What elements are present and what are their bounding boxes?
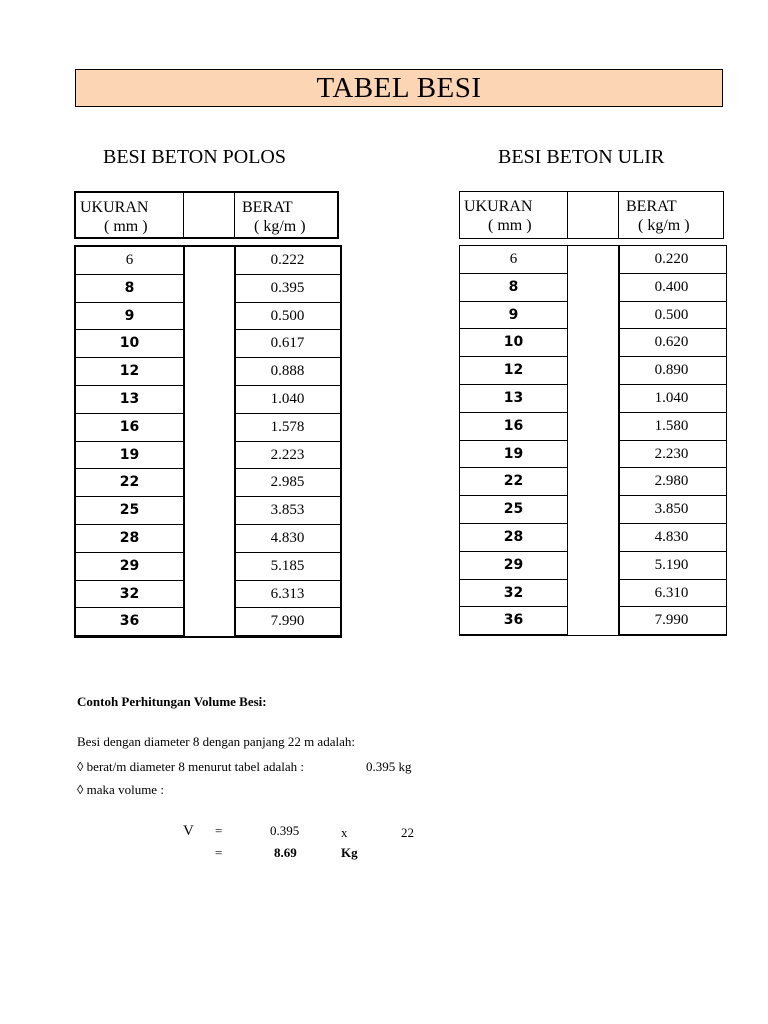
weight-cell: 0.500 (270, 307, 305, 324)
size-cell: 9 (508, 306, 519, 323)
size-cell: 13 (119, 390, 140, 407)
column-header-weight (626, 197, 690, 235)
empty-cell (183, 275, 234, 303)
empty-cell (567, 580, 618, 608)
size-cell: 28 (503, 528, 524, 545)
size-cell: 12 (503, 362, 524, 379)
empty-cell (567, 302, 618, 330)
table-row (76, 247, 340, 275)
equals-sign: = (215, 845, 223, 860)
table-row (76, 442, 340, 470)
size-unit: ( mm ) (488, 217, 532, 234)
weight-cell: 4.830 (270, 529, 305, 546)
size-cell: 32 (503, 584, 524, 601)
weight-unit: ( kg/m ) (254, 218, 306, 235)
size-cell: 29 (503, 556, 524, 573)
table-row (460, 607, 726, 635)
calculation-title: Contoh Perhitungan Volume Besi: (77, 694, 267, 709)
table-row (460, 580, 726, 608)
size-unit: ( mm ) (104, 218, 148, 235)
empty-cell (183, 414, 234, 442)
size-cell: 25 (119, 502, 140, 519)
weight-cell: 5.190 (654, 556, 689, 573)
size-cell: 6 (509, 251, 518, 267)
weight-cell: 4.830 (654, 528, 689, 545)
weight-unit: ( kg/m ) (638, 217, 690, 234)
table-row (460, 552, 726, 580)
calculation-weight-line (77, 759, 412, 775)
section-title-polos: BESI BETON POLOS (103, 146, 286, 168)
weight-cell: 3.850 (654, 501, 689, 518)
result-unit: Kg (341, 845, 358, 860)
weight-cell: 5.185 (270, 557, 305, 574)
empty-cell (567, 329, 618, 357)
weight-cell: 1.040 (270, 390, 305, 407)
table-body-ulir (459, 245, 727, 636)
length-value: 22 (401, 825, 414, 840)
empty-cell (183, 442, 234, 470)
empty-cell (567, 524, 618, 552)
size-cell: 9 (124, 307, 135, 324)
weight-cell: 0.890 (654, 362, 689, 379)
column-header-weight (242, 198, 306, 236)
weight-cell: 6.310 (654, 584, 689, 601)
empty-cell (183, 358, 234, 386)
size-label: UKURAN (80, 199, 149, 216)
weight-cell: 0.395 (270, 279, 305, 296)
section-title-ulir: BESI BETON ULIR (498, 146, 665, 168)
table-row (76, 497, 340, 525)
table-row (460, 524, 726, 552)
table-row (460, 274, 726, 302)
table-row (76, 303, 340, 331)
empty-cell (567, 496, 618, 524)
weight-line-value: 0.395 kg (366, 759, 412, 774)
size-cell: 36 (503, 612, 524, 629)
table-header-polos (74, 191, 339, 239)
table-row (76, 275, 340, 303)
weight-line-text: ◊ berat/m diameter 8 menurut tabel adalah : (77, 759, 304, 774)
size-cell: 16 (119, 418, 140, 435)
weight-cell: 7.990 (270, 613, 305, 630)
table-row (76, 330, 340, 358)
table-row (460, 329, 726, 357)
weight-cell: 0.888 (270, 363, 305, 380)
size-cell: 19 (503, 445, 524, 462)
size-cell: 19 (119, 446, 140, 463)
weight-cell: 1.580 (654, 417, 689, 434)
size-cell: 22 (119, 474, 140, 491)
weight-cell: 1.578 (270, 418, 305, 435)
empty-cell (567, 468, 618, 496)
table-row (460, 246, 726, 274)
weight-cell: 1.040 (654, 389, 689, 406)
weight-cell: 0.500 (654, 306, 689, 323)
column-header-size (464, 197, 532, 235)
result-value: 8.69 (274, 845, 297, 860)
empty-cell (567, 552, 618, 580)
table-row (76, 469, 340, 497)
table-row (460, 302, 726, 330)
empty-cell (567, 357, 618, 385)
size-cell: 16 (503, 417, 524, 434)
table-header-ulir (459, 191, 724, 239)
size-cell: 12 (119, 363, 140, 380)
size-cell: 32 (119, 585, 140, 602)
weight-cell: 0.222 (270, 252, 305, 268)
table-row (460, 385, 726, 413)
table-row (76, 608, 340, 636)
table-row (460, 468, 726, 496)
size-cell: 29 (119, 557, 140, 574)
size-cell: 6 (125, 252, 134, 268)
volume-symbol: V (183, 823, 194, 839)
table-row (76, 525, 340, 553)
weight-cell: 0.620 (654, 334, 689, 351)
weight-cell: 2.985 (270, 474, 305, 491)
empty-cell (567, 607, 618, 635)
table-row (76, 386, 340, 414)
weight-cell: 0.617 (270, 335, 305, 352)
table-row (460, 413, 726, 441)
table-row (460, 441, 726, 469)
calculation-description: Besi dengan diameter 8 dengan panjang 22 m adalah: (77, 734, 355, 749)
table-row (76, 358, 340, 386)
weight-cell: 2.230 (654, 445, 689, 462)
empty-cell (183, 469, 234, 497)
weight-label: BERAT (242, 199, 293, 216)
table-row (460, 496, 726, 524)
empty-cell (183, 553, 234, 581)
size-cell: 8 (508, 278, 519, 295)
empty-cell (183, 303, 234, 331)
page-title: TABEL BESI (75, 69, 723, 107)
empty-cell (567, 413, 618, 441)
empty-cell (567, 441, 618, 469)
calculation-volume-line: ◊ maka volume : (77, 782, 164, 797)
table-row (76, 581, 340, 609)
size-cell: 36 (119, 613, 140, 630)
weight-cell: 3.853 (270, 502, 305, 519)
size-label: UKURAN (464, 198, 533, 215)
table-row (460, 357, 726, 385)
weight-factor: 0.395 (270, 823, 300, 838)
size-cell: 13 (503, 389, 524, 406)
multiply-sign: x (341, 825, 348, 840)
size-cell: 28 (119, 529, 140, 546)
empty-cell (183, 608, 234, 636)
empty-cell (183, 330, 234, 358)
size-cell: 8 (124, 279, 135, 296)
weight-cell: 7.990 (654, 612, 689, 629)
table-body-polos (74, 245, 342, 638)
empty-cell (567, 385, 618, 413)
size-cell: 22 (503, 473, 524, 490)
empty-cell (183, 581, 234, 609)
equals-sign: = (215, 823, 223, 838)
weight-label: BERAT (626, 198, 677, 215)
empty-cell (183, 525, 234, 553)
empty-cell (183, 497, 234, 525)
size-cell: 10 (119, 335, 140, 352)
weight-cell: 6.313 (270, 585, 305, 602)
empty-cell (567, 274, 618, 302)
size-cell: 10 (503, 334, 524, 351)
empty-cell (183, 247, 234, 275)
size-cell: 25 (503, 501, 524, 518)
table-row (76, 553, 340, 581)
weight-cell: 0.220 (654, 251, 689, 267)
weight-cell: 0.400 (654, 278, 689, 295)
column-header-size (80, 198, 148, 236)
weight-cell: 2.223 (270, 446, 305, 463)
empty-cell (183, 386, 234, 414)
weight-cell: 2.980 (654, 473, 689, 490)
empty-cell (567, 246, 618, 274)
table-row (76, 414, 340, 442)
